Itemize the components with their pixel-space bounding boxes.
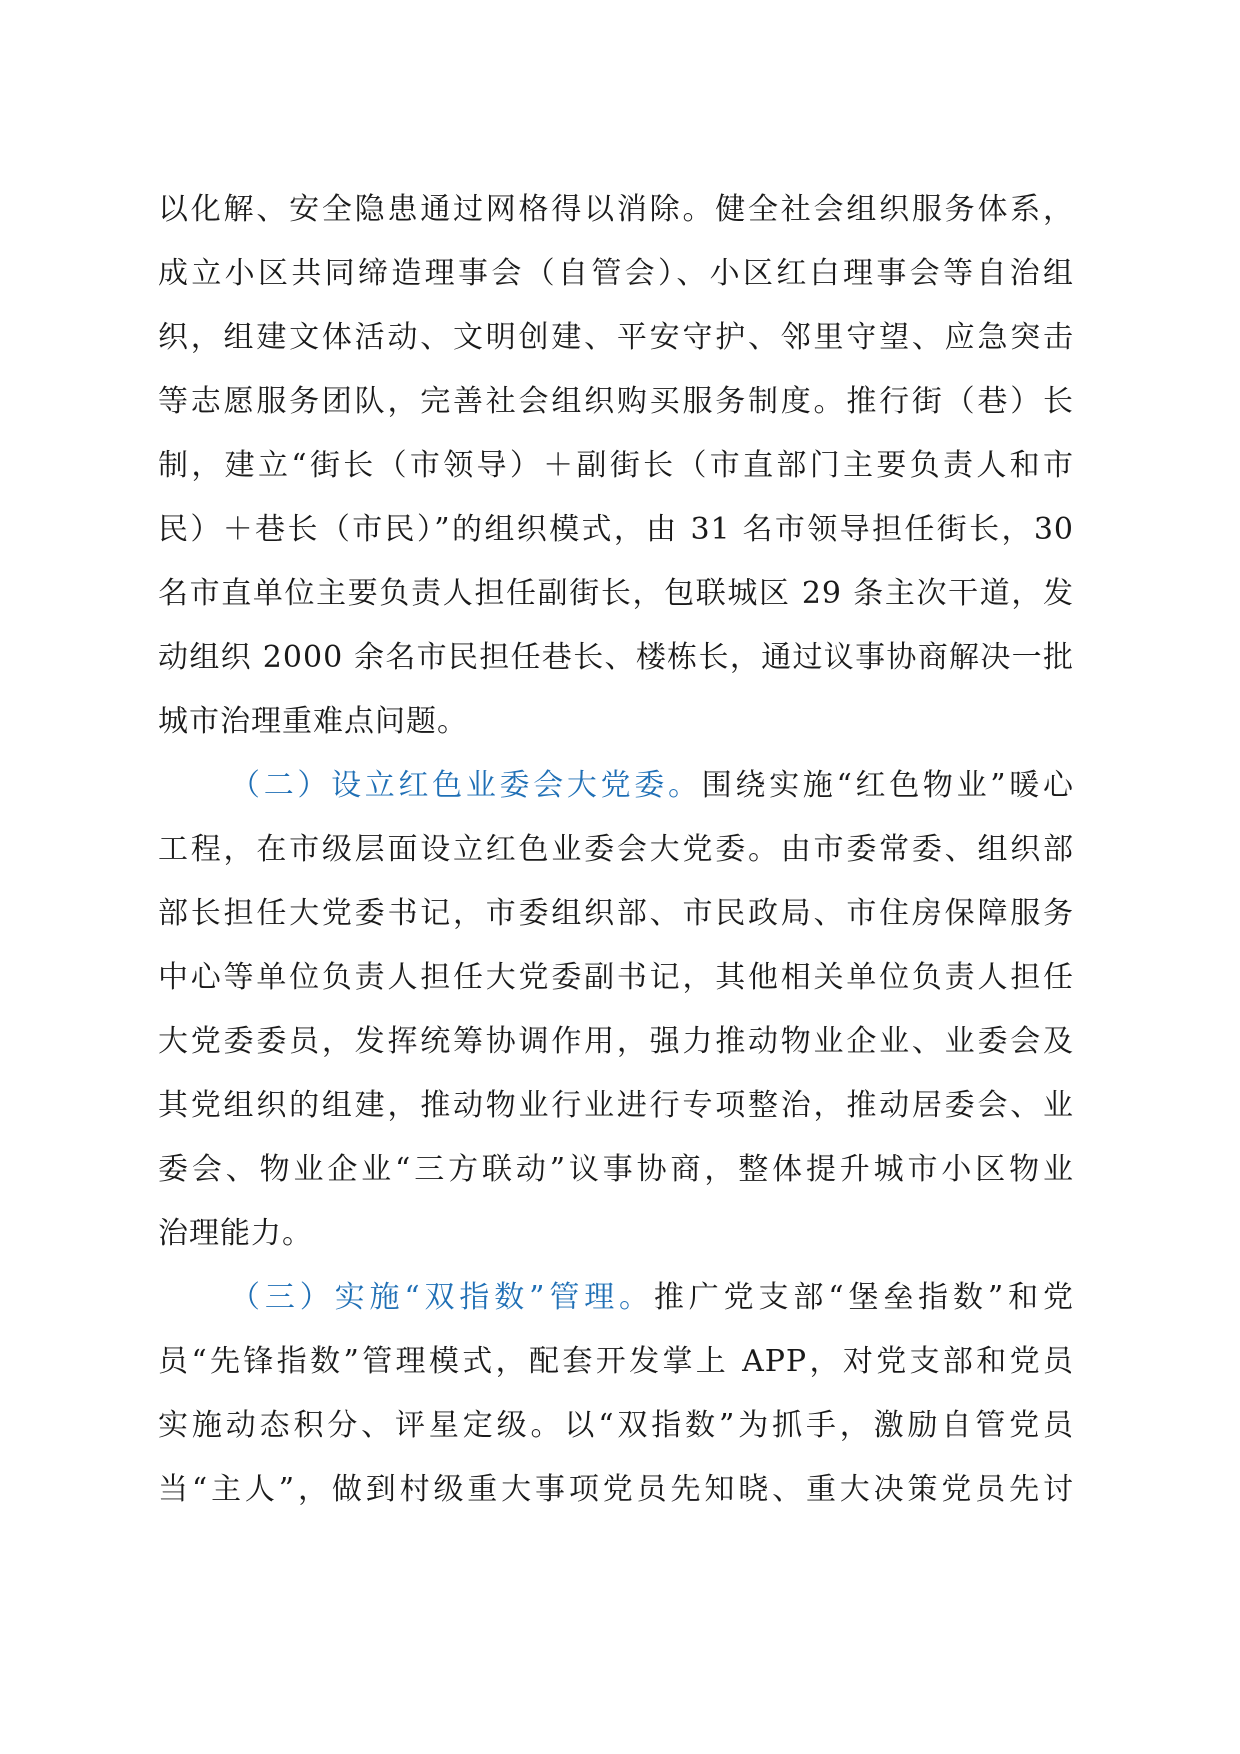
text-line: 中心等单位负责人担任大党委副书记，其他相关单位负责人担任 (158, 960, 1074, 995)
text-line: 工程，在市级层面设立红色业委会大党委。由市委常委、组织部 (158, 832, 1074, 867)
text-line: 大党委委员，发挥统筹协调作用，强力推动物业企业、业委会及 (158, 1024, 1074, 1059)
text-line: 员“先锋指数”管理模式，配套开发掌上 APP，对党支部和党员 (158, 1344, 1074, 1379)
text-line: 委会、物业企业“三方联动”议事协商，整体提升城市小区物业 (158, 1152, 1074, 1187)
text-span: 推广党支部“堡垒指数”和党 (653, 1280, 1074, 1315)
text-line: 动组织 2000 余名市民担任巷长、楼栋长，通过议事协商解决一批 (158, 640, 1074, 675)
text-line: 名市直单位主要负责人担任副街长，包联城区 29 条主次干道，发 (158, 576, 1074, 611)
text-line: 织，组建文体活动、文明创建、平安守护、邻里守望、应急突击 (158, 320, 1074, 355)
paragraph-first-line (158, 754, 1074, 818)
text-span: 围绕实施“红色物业”暖心 (701, 768, 1074, 803)
text-line: 制，建立“街长（市领导）＋副街长（市直部门主要负责人和市 (158, 448, 1074, 483)
text-line: 部长担任大党委书记，市委组织部、市民政局、市住房保障服务 (158, 896, 1074, 931)
text-line: 治理能力。 (158, 1216, 313, 1251)
text-line: 其党组织的组建，推动物业行业进行专项整治，推动居委会、业 (158, 1088, 1074, 1123)
text-line: 当“主人”，做到村级重大事项党员先知晓、重大决策党员先讨 (158, 1472, 1074, 1507)
text-line: 成立小区共同缔造理事会（自管会）、小区红白理事会等自治组 (158, 256, 1074, 291)
text-line: 民）＋巷长（市民）”的组织模式，由 31 名市领导担任街长，30 (158, 512, 1074, 547)
section-heading: （二）设立红色业委会大党委。 (230, 768, 702, 803)
text-line: 等志愿服务团队，完善社会组织购买服务制度。推行街（巷）长 (158, 384, 1074, 419)
text-line: 以化解、安全隐患通过网格得以消除。健全社会组织服务体系， (158, 192, 1074, 227)
section-heading: （三）实施“双指数”管理。 (230, 1280, 654, 1315)
paragraph-first-line (158, 1266, 1074, 1330)
text-line: 实施动态积分、评星定级。以“双指数”为抓手，激励自管党员 (158, 1408, 1074, 1443)
text-line: 城市治理重难点问题。 (158, 704, 468, 739)
body-text (158, 178, 1074, 1522)
